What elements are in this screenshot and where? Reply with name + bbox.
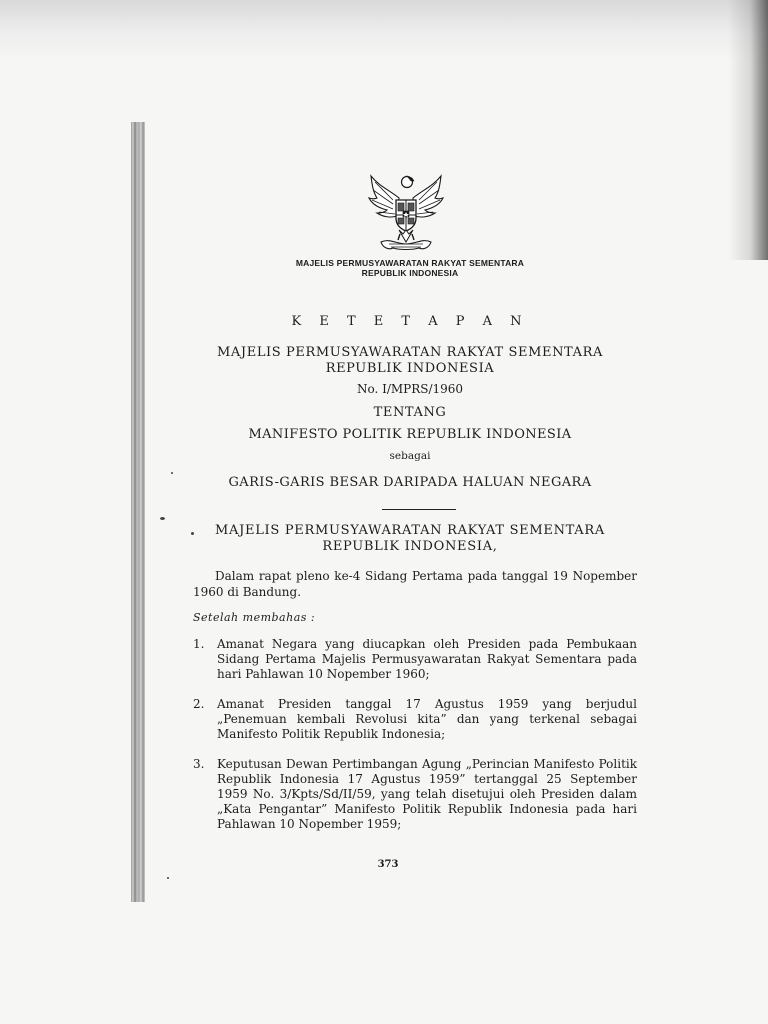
scan-speck	[167, 877, 169, 879]
preamble-line-1: MAJELIS PERMUSYAWARATAN RAKYAT SEMENTARA	[215, 523, 605, 538]
institution-header	[150, 258, 670, 278]
page-number: 373	[377, 859, 399, 870]
setelah-label: Setelah membahas :	[193, 611, 316, 624]
preamble-title	[150, 523, 670, 555]
list-item	[193, 697, 637, 742]
list-item-text: Keputusan Dewan Pertimbangan Agung „Perincian Manifesto Politik Republik Indonesia 17 Agustus 1959” tertanggal 25 September 1959 No. 3/Kpts/Sd/II/59, yang telah disetujui oleh Presiden dalam „Kata Pengantar” Manifesto Politik Republik Indonesia pada hari Pahlawan 10 Nopember 1959;	[217, 757, 637, 831]
scan-top-shadow	[0, 0, 768, 60]
list-item-number: 2.	[193, 697, 205, 711]
list-item	[193, 757, 637, 832]
list-item-number: 3.	[193, 757, 205, 771]
decree-subject-2: GARIS-GARIS BESAR DARIPADA HALUAN NEGARA	[228, 475, 592, 490]
list-item-text: Amanat Negara yang diucapkan oleh Presiden pada Pembukaan Sidang Pertama Majelis Permusyawaratan Rakyat Sementara pada hari Pahlawan 10 Nopember 1960;	[217, 637, 637, 681]
assembly-line-1: MAJELIS PERMUSYAWARATAN RAKYAT SEMENTARA	[217, 345, 603, 360]
scan-speck	[171, 472, 173, 474]
document-heading: K E T E T A P A N	[291, 314, 529, 329]
scan-right-shadow	[728, 0, 768, 260]
intro-paragraph: Dalam rapat pleno ke-4 Sidang Pertama pada tanggal 19 Nopember 1960 di Bandung.	[193, 569, 637, 599]
garuda-emblem-icon	[363, 168, 449, 256]
preamble-line-2: REPUBLIK INDONESIA,	[322, 539, 498, 554]
scan-speck	[160, 517, 165, 520]
list-item-number: 1.	[193, 637, 205, 651]
list-item-text: Amanat Presiden tanggal 17 Agustus 1959 yang berjudul „Penemuan kembali Revolusi kita” dan yang terkenal sebagai Manifesto Politik Republik Indonesia;	[217, 697, 637, 741]
assembly-title	[150, 345, 670, 377]
page-binding-edge	[131, 122, 145, 902]
section-divider	[382, 509, 456, 510]
tentang-heading: TENTANG	[373, 405, 447, 420]
sebagai-label: sebagai	[389, 450, 431, 462]
institution-line-1: MAJELIS PERMUSYAWARATAN RAKYAT SEMENTARA	[295, 258, 525, 268]
assembly-line-2: REPUBLIK INDONESIA	[325, 361, 495, 376]
decree-subject: MANIFESTO POLITIK REPUBLIK INDONESIA	[248, 427, 572, 442]
institution-line-2: REPUBLIK INDONESIA	[361, 268, 459, 278]
list-item	[193, 637, 637, 682]
decree-number: No. I/MPRS/1960	[356, 382, 464, 396]
